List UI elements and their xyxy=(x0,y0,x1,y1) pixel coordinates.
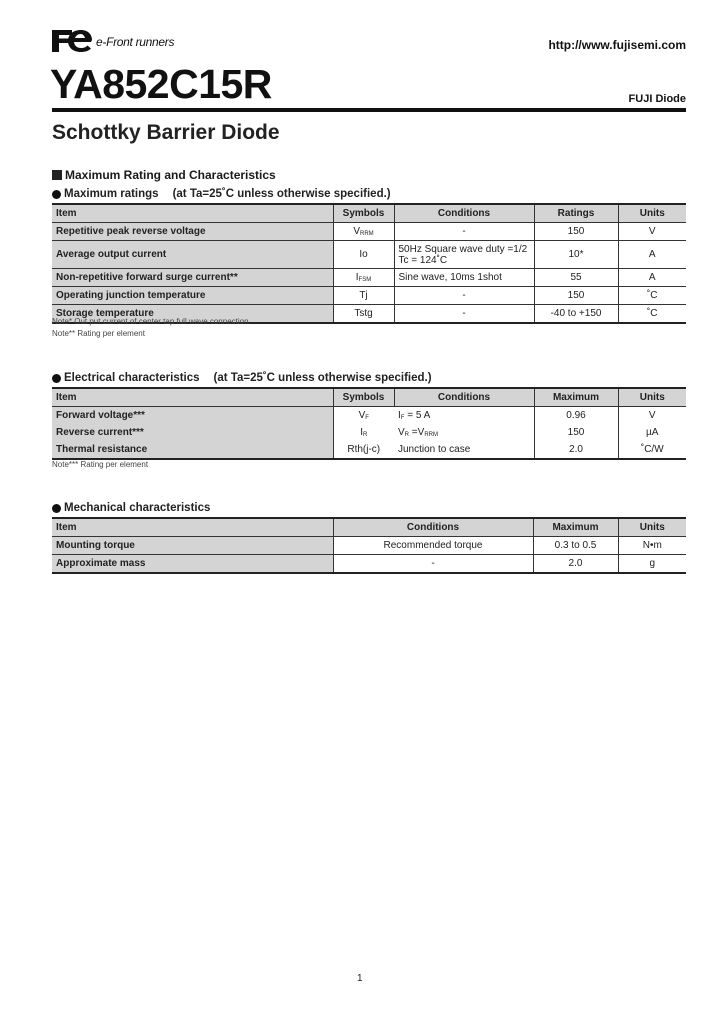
max-cell: 0.3 to 0.5 xyxy=(533,537,618,555)
symbol-cell: $V_{RRM}$ xyxy=(333,223,394,241)
max-ratings-table xyxy=(52,203,686,324)
conditions-cell: Junction to case xyxy=(398,444,471,455)
table-row xyxy=(52,441,686,459)
symbol-cell: Tj xyxy=(333,287,394,305)
part-number-title: YA852C15R xyxy=(50,61,272,107)
table-row xyxy=(52,537,686,555)
item-cell: Repetitive peak reverse voltage xyxy=(52,223,333,241)
website-link[interactable]: http://www.fujisemi.com xyxy=(548,38,686,52)
symbol-cell: $V_F$ xyxy=(333,407,394,425)
max-ratings-title: Maximum ratings xyxy=(64,188,159,200)
section-heading xyxy=(52,168,276,182)
conditions-cell: - xyxy=(394,223,534,241)
col-header-units: Units xyxy=(618,518,686,537)
unit-cell: ˚C xyxy=(618,305,686,324)
table-row xyxy=(52,555,686,574)
rating-cell: 55 xyxy=(534,269,618,287)
symbol-cell: $I_R$ xyxy=(333,424,394,441)
rating-cell: 150 xyxy=(534,223,618,241)
table-row xyxy=(52,407,686,425)
symbol-cell: Tstg xyxy=(333,305,394,324)
col-header-maximum: Maximum xyxy=(534,388,618,407)
max-cell: 150 xyxy=(534,424,618,441)
item-cell: Forward voltage*** xyxy=(52,407,333,425)
item-cell: Thermal resistance xyxy=(52,441,333,459)
square-bullet-icon xyxy=(52,170,62,180)
note-1: Note* Out put current of center tap full wave connection. xyxy=(52,317,251,326)
circle-bullet-icon xyxy=(52,190,61,199)
col-header-units: Units xyxy=(618,388,686,407)
tagline: e-Front runners xyxy=(96,35,175,49)
section-title: Maximum Rating and Characteristics xyxy=(65,168,276,182)
symbol-cell: Rth(j-c) xyxy=(333,441,394,459)
rating-cell: 10* xyxy=(534,241,618,269)
max-cell: 2.0 xyxy=(533,555,618,574)
mechanical-table xyxy=(52,517,686,574)
conditions-cell: Recommended torque xyxy=(333,537,533,555)
rating-cell: 150 xyxy=(534,287,618,305)
conditions-line-2: Tc = 124˚C xyxy=(398,254,448,266)
item-cell: Average output current xyxy=(52,241,333,269)
fuji-logo xyxy=(52,30,174,52)
unit-cell: ˚C/W xyxy=(618,441,686,459)
unit-cell: N•m xyxy=(618,537,686,555)
item-cell: Non-repetitive forward surge current** xyxy=(52,269,333,287)
max-ratings-condition: (at Ta=25˚C unless otherwise specified.) xyxy=(172,188,391,200)
col-header-symbols: Symbols xyxy=(333,204,394,223)
col-header-item: Item xyxy=(52,518,333,537)
col-header-conditions: Conditions xyxy=(394,204,534,223)
item-cell: Approximate mass xyxy=(52,555,333,574)
electrical-condition: (at Ta=25˚C unless otherwise specified.) xyxy=(213,372,432,384)
unit-cell: V xyxy=(618,407,686,425)
brand-label: FUJI Diode xyxy=(628,93,686,105)
col-header-item: Item xyxy=(52,388,333,407)
unit-cell: µA xyxy=(618,424,686,441)
table-row xyxy=(52,424,686,441)
conditions-cell: $V_R =V_{RRM}$ xyxy=(398,427,438,438)
conditions-cell: - xyxy=(394,287,534,305)
circle-bullet-icon xyxy=(52,374,61,383)
max-ratings-heading xyxy=(52,188,391,200)
conditions-cell xyxy=(394,241,534,269)
table-row xyxy=(52,223,686,241)
mechanical-heading xyxy=(52,502,210,514)
page-number: 1 xyxy=(357,973,363,984)
unit-cell: A xyxy=(618,241,686,269)
col-header-units: Units xyxy=(618,204,686,223)
table-header-row xyxy=(52,204,686,223)
item-cell: Reverse current*** xyxy=(52,424,333,441)
item-cell: Operating junction temperature xyxy=(52,287,333,305)
table-row xyxy=(52,269,686,287)
unit-cell: g xyxy=(618,555,686,574)
conditions-cell: - xyxy=(394,305,534,324)
conditions-cell: $I_F = 5$ A xyxy=(398,410,431,421)
unit-cell: A xyxy=(618,269,686,287)
mechanical-title: Mechanical characteristics xyxy=(64,502,211,514)
unit-cell: ˚C xyxy=(618,287,686,305)
note-3: Note*** Rating per element xyxy=(52,460,149,469)
electrical-table xyxy=(52,387,686,460)
max-cell: 0.96 xyxy=(534,407,618,425)
conditions-cell: - xyxy=(333,555,533,574)
item-cell: Storage temperature xyxy=(52,305,333,324)
col-header-conditions: Conditions xyxy=(394,388,534,407)
table-header-row xyxy=(52,388,686,407)
conditions-line-1: 50Hz Square wave duty =1/2 xyxy=(398,243,528,255)
table-row xyxy=(52,241,686,269)
table-header-row xyxy=(52,518,686,537)
note-2: Note** Rating per element xyxy=(52,329,145,338)
col-header-symbols: Symbols xyxy=(333,388,394,407)
circle-bullet-icon xyxy=(52,504,61,513)
symbol-cell: Io xyxy=(333,241,394,269)
col-header-item: Item xyxy=(52,204,333,223)
electrical-heading xyxy=(52,372,432,384)
fe-logo-icon xyxy=(52,30,94,52)
symbol-cell: $I_{FSM}$ xyxy=(333,269,394,287)
col-header-maximum: Maximum xyxy=(533,518,618,537)
title-divider xyxy=(52,108,686,112)
unit-cell: V xyxy=(618,223,686,241)
col-header-conditions: Conditions xyxy=(333,518,533,537)
col-header-ratings: Ratings xyxy=(534,204,618,223)
conditions-cell: Sine wave, 10ms 1shot xyxy=(394,269,534,287)
table-row xyxy=(52,287,686,305)
rating-cell: -40 to +150 xyxy=(534,305,618,324)
electrical-title: Electrical characteristics xyxy=(64,372,200,384)
item-cell: Mounting torque xyxy=(52,537,333,555)
device-subtitle: Schottky Barrier Diode xyxy=(52,121,280,144)
max-cell: 2.0 xyxy=(534,441,618,459)
